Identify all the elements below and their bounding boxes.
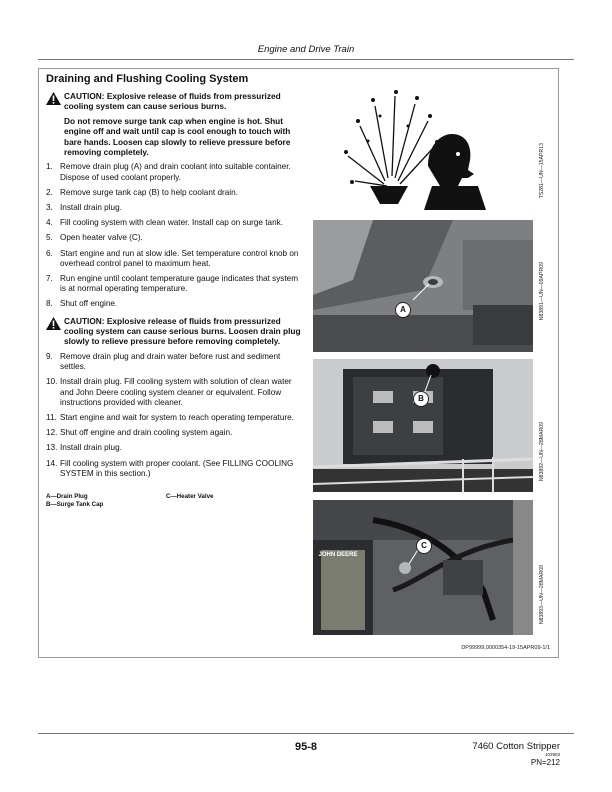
caution-block-2 <box>46 316 302 347</box>
figure-1-id: TS281—UN—15APR13 <box>539 143 545 199</box>
step-item <box>46 352 302 372</box>
filter-brand-text: JOHN DEERE <box>318 552 358 558</box>
step-number: 12. <box>46 428 58 438</box>
revision-code: 102903 <box>544 752 560 757</box>
step-text: Remove drain plug and drain water before rust and sediment settles. <box>60 351 281 372</box>
figure-4-id: N83893—UN—28MAR09 <box>539 565 545 625</box>
model-name: 7460 Cotton Stripper <box>472 741 560 752</box>
step-number: 5. <box>46 233 53 243</box>
page-number: 95-8 <box>294 741 318 753</box>
photo-heater-valve <box>313 500 533 635</box>
step-number: 7. <box>46 274 53 284</box>
step-text: Open heater valve (C). <box>60 233 143 243</box>
step-item <box>46 249 302 269</box>
pn-number: PN=212 <box>530 758 560 767</box>
step-item <box>46 377 302 408</box>
legend-drain-plug: A—Drain Plug <box>46 492 88 500</box>
burn-hazard-illustration <box>340 86 490 211</box>
step-item <box>46 299 302 309</box>
step-text: Shut off engine and drain cooling system again. <box>60 428 233 438</box>
step-item <box>46 443 302 453</box>
figure-2-id: N83891—UN—09APR09 <box>539 262 545 321</box>
instructions-column <box>46 91 302 509</box>
step-number: 14. <box>46 458 58 468</box>
step-text: Install drain plug. <box>60 443 122 453</box>
step-number: 8. <box>46 299 53 309</box>
callout-c: C <box>416 538 432 554</box>
step-number: 1. <box>46 162 53 172</box>
steps-list-b <box>46 352 302 479</box>
warning-icon <box>46 317 61 330</box>
photo-surge-tank <box>313 359 533 492</box>
footer-model-block <box>472 741 560 768</box>
step-item <box>46 428 302 438</box>
step-number: 4. <box>46 218 53 228</box>
step-item <box>46 218 302 228</box>
figure-legend <box>46 493 302 509</box>
step-number: 2. <box>46 187 53 197</box>
document-reference: DP99999,0000354-19-15APR09-1/1 <box>461 645 550 651</box>
step-number: 11. <box>46 412 57 422</box>
legend-surge-tank-cap: B—Surge Tank Cap <box>46 500 104 508</box>
warning-icon <box>46 92 61 105</box>
step-number: 13. <box>46 443 58 453</box>
step-text: Shut off engine. <box>60 299 118 309</box>
step-number: 6. <box>46 248 53 258</box>
step-text: Install drain plug. Fill cooling system with solution of clean water and John Deere cooling system cleaner or equivalent. Follow instructions provided with cleaner. <box>60 377 292 407</box>
step-number: 10. <box>46 377 58 387</box>
step-item <box>46 203 302 213</box>
legend-heater-valve: C—Heater Valve <box>166 492 214 500</box>
footer-divider <box>38 733 574 734</box>
photo-drain-plug <box>313 220 533 352</box>
step-number: 3. <box>46 203 53 213</box>
step-text: Remove drain plug (A) and drain coolant into suitable container. Dispose of used coolant properly. <box>60 162 291 182</box>
step-item <box>46 162 302 182</box>
step-text: Install drain plug. <box>60 203 122 213</box>
header-divider <box>38 59 574 60</box>
step-item <box>46 459 302 479</box>
running-header: Engine and Drive Train <box>257 44 355 55</box>
step-text: Remove surge tank cap (B) to help coolant drain. <box>60 187 238 197</box>
callout-b: B <box>413 391 429 407</box>
figure-3-id: N83892—UN—28MAR09 <box>539 422 545 482</box>
step-text: Start engine and wait for system to reach operating temperature. <box>60 412 294 422</box>
caution-detail-1: Do not remove surge tank cap when engine is hot. Shut engine off and wait until cap is cool enough to touch with bare hands. Loosen cap slowly to relieve pressure before removing completely. <box>64 115 291 158</box>
caution-block-1 <box>46 91 302 112</box>
step-item <box>46 274 302 294</box>
caution-text-1: CAUTION: Explosive release of fluids from pressurized cooling system can cause serious burns. <box>64 91 281 112</box>
callout-a: A <box>395 302 411 318</box>
step-item <box>46 188 302 198</box>
step-text: Fill cooling system with proper coolant. (See FILLING COOLING SYSTEM in this section.) <box>60 458 294 478</box>
steps-list-a <box>46 162 302 309</box>
step-number: 9. <box>46 351 53 361</box>
section-title: Draining and Flushing Cooling System <box>46 73 249 85</box>
step-text: Run engine until coolant temperature gauge indicates that system is at normal operating temperature. <box>60 274 299 294</box>
step-item <box>46 413 302 423</box>
caution-text-2: CAUTION: Explosive release of fluids from pressurized cooling system can cause serious burns. Loosen drain plug slowly to relieve pressure before removing completely. <box>64 315 301 347</box>
step-text: Start engine and run at slow idle. Set temperature control knob on overhead control panel to maximum heat. <box>60 248 299 268</box>
step-item <box>46 233 302 243</box>
step-text: Fill cooling system with clean water. Install cap on surge tank. <box>60 218 283 228</box>
